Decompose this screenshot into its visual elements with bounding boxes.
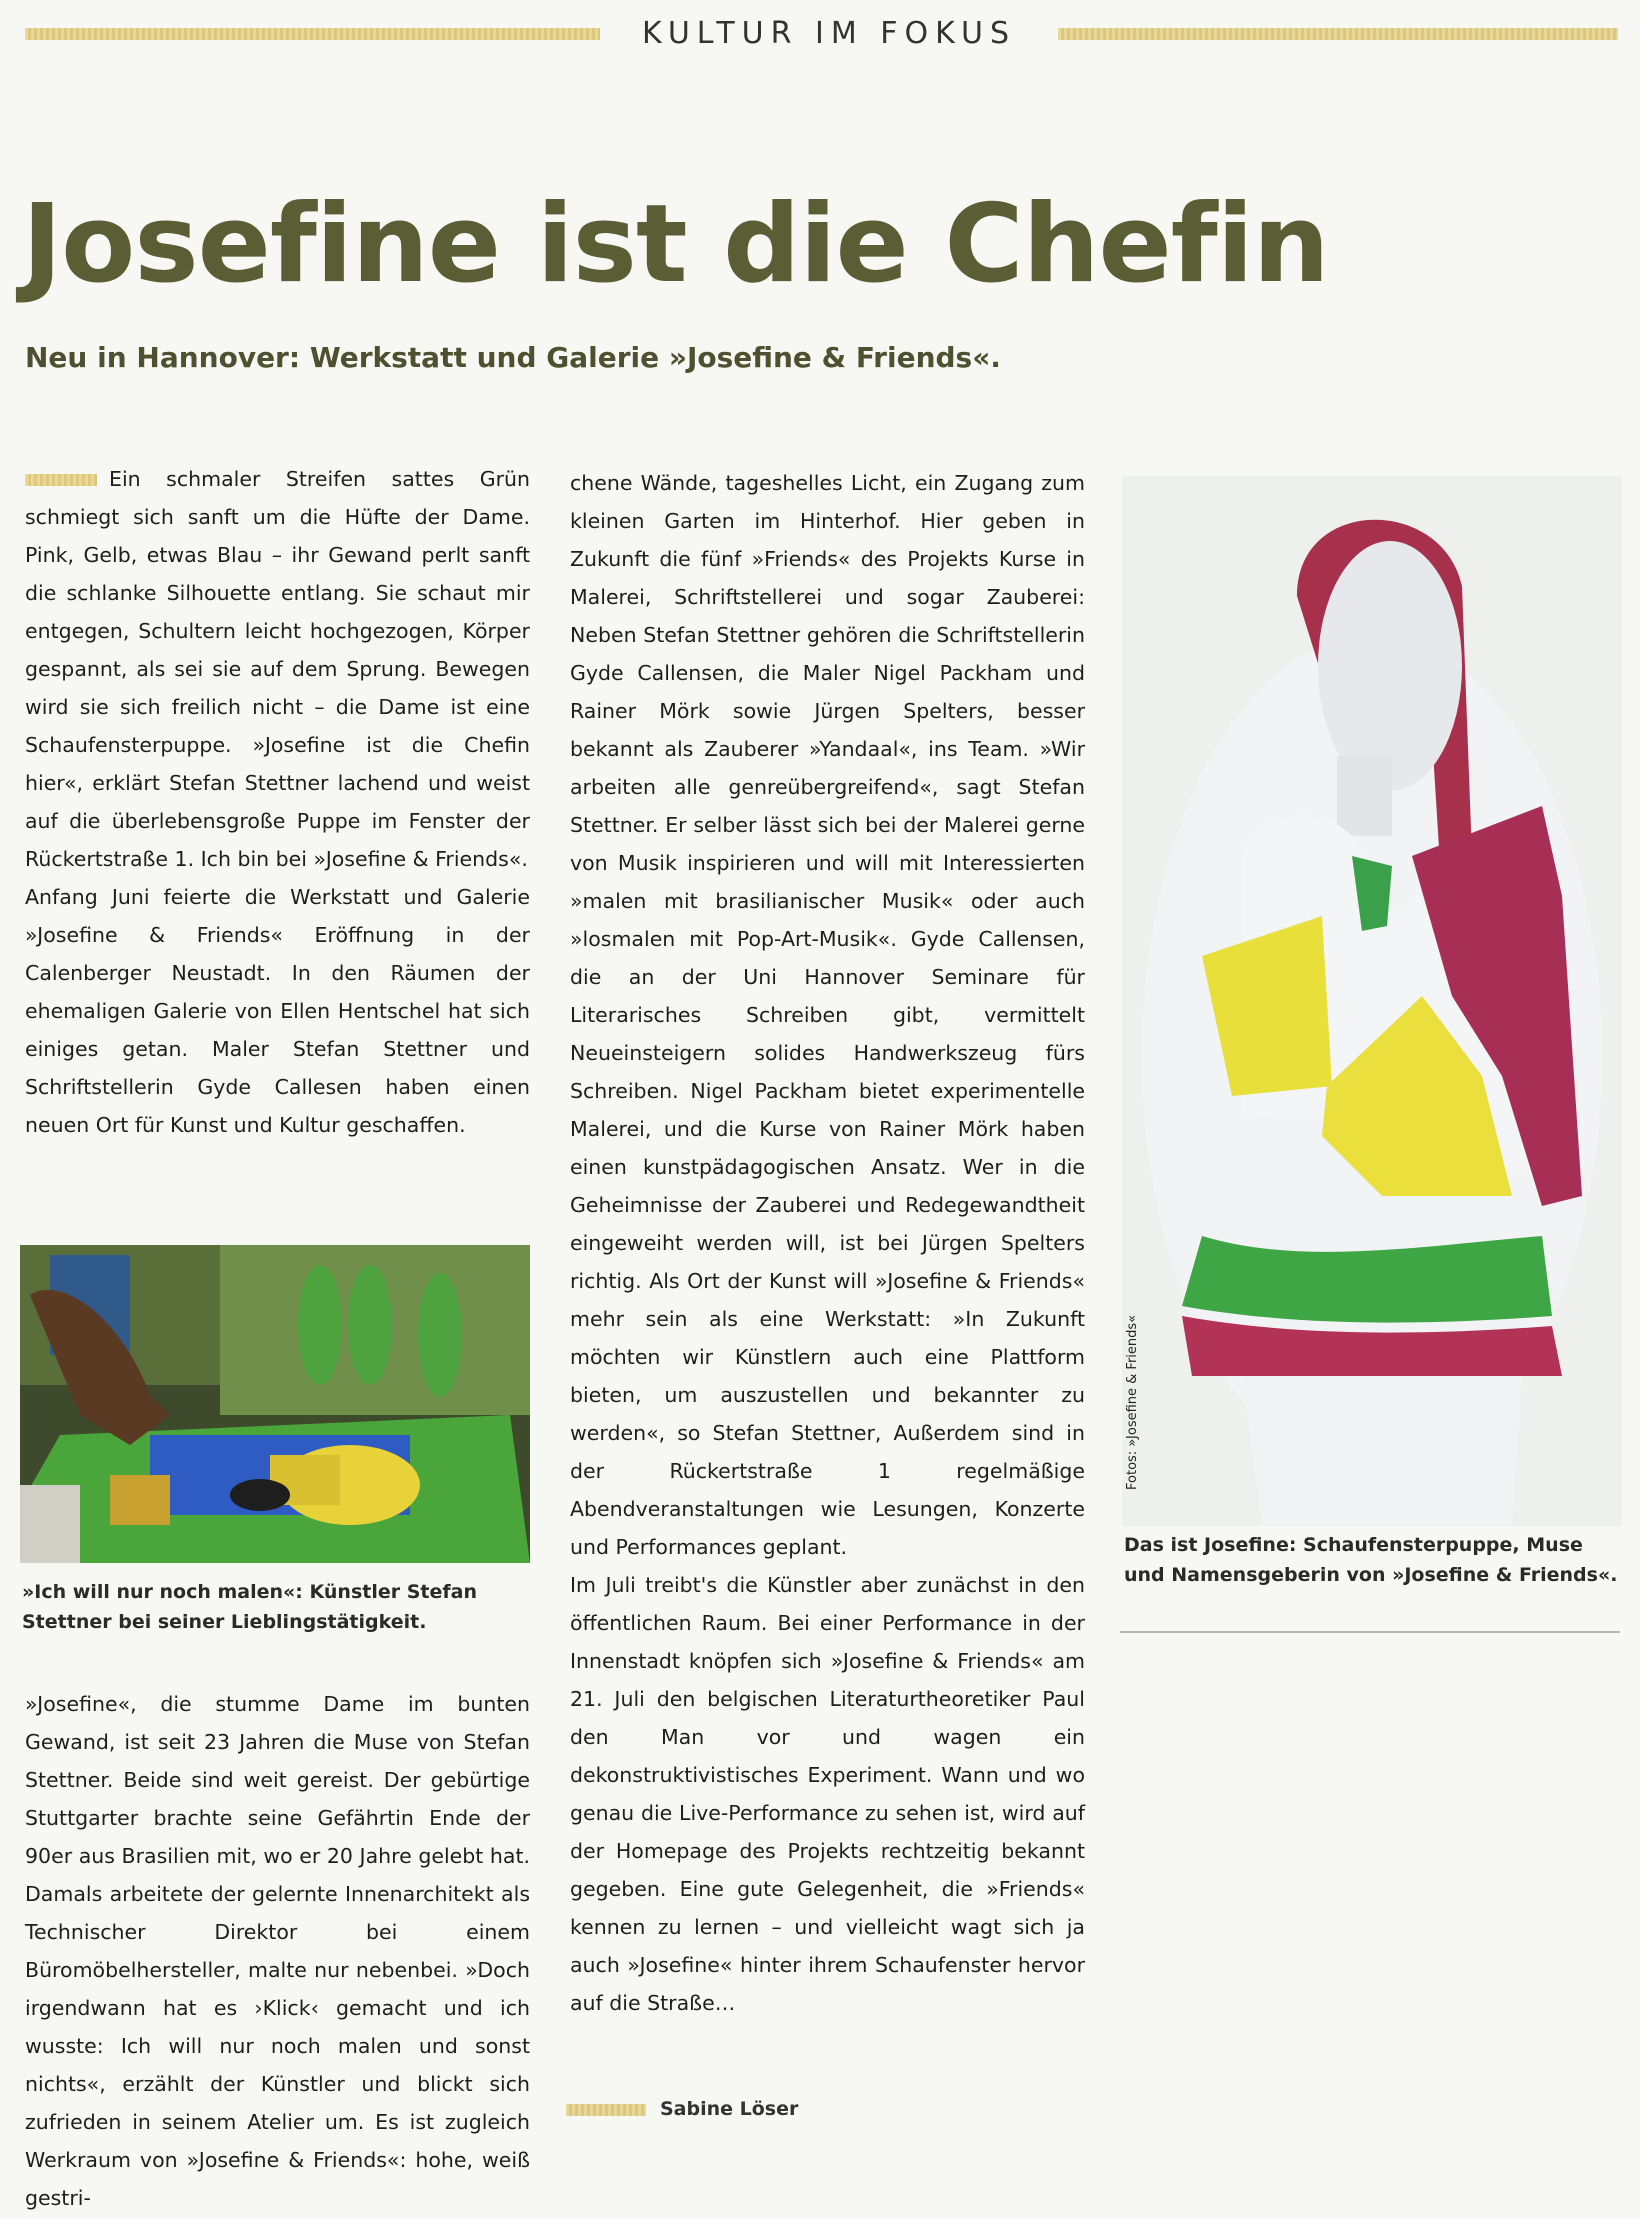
paragraph-text: Ein schmaler Streifen sattes Grün schmiegt sich sanft um die Hüfte der Dame. Pink, Gelb, etwas Blau – ihr Gewand perlt sanft die schlanke Silhouette entlang. Sie schaut mir entgegen, Schultern leicht hochgezogen, Körper gespannt, als sei sie auf dem Sprung. Bewegen wird sie sich freilich nicht – die Dame ist eine Schaufensterpuppe. »Josefine ist die Chefin hier«, erklärt Stefan Stettner lachend und weist auf die überlebensgroße Puppe im Fenster der Rückertstraße 1. Ich bin bei »Josefine & Friends«. <box>25 467 530 871</box>
rubric-label: KULTUR IM FOKUS <box>641 16 1017 51</box>
caption-divider <box>1120 1631 1620 1633</box>
section-rubric <box>0 10 1640 50</box>
article-subhead: Neu in Hannover: Werkstatt und Galerie »Josefine & Friends«. <box>25 341 1001 374</box>
artist-photo <box>20 1245 530 1563</box>
author-byline <box>566 2098 798 2128</box>
lead-marker <box>25 474 97 486</box>
paragraph: chene Wände, tageshelles Licht, ein Zugang zum kleinen Garten im Hinterhof. Hier geben in Zukunft die fünf »Friends« des Projekts Kurse in Malerei, Schriftstellerei und sogar Zauberei: Neben Stefan Stettner gehören die Schriftstellerin Gyde Callensen, die Maler Nigel Packham und Rainer Mörk sowie Jürgen Spelters, besser bekannt als Zauberer »Yandaal«, ins Team. »Wir arbeiten alle genreübergreifend«, sagt Stefan Stettner. Er selber lässt sich bei der Malerei gerne von Musik inspirieren und will mit Interessierten »malen mit brasilianischer Musik« oder auch »losmalen mit Pop-Art-Musik«. Gyde Callensen, die an der Uni Hannover Seminare für Literarisches Schreiben gibt, vermittelt Neueinsteigern solides Handwerkszeug fürs Schreiben. Nigel Packham bietet experimentelle Malerei, und die Kurse von Rainer Mörk haben einen kunstpädagogischen Ansatz. Wer in die Geheimnisse der Zauberei und Redegewandtheit eingeweiht werden will, ist bei Jürgen Spelters richtig. Als Ort der Kunst will »Josefine & Friends« mehr sein als eine Werkstatt: »In Zukunft möchten wir Künstlern auch eine Plattform bieten, um auszustellen und bekannter zu werden«, so Stefan Stettner, Außerdem sind in der Rückertstraße 1 regelmäßige Abendveranstaltungen wie Lesungen, Konzerte und Performances geplant. <box>570 471 1085 1559</box>
photo-caption-artist: »Ich will nur noch malen«: Künstler Stefan Stettner bei seiner Lieblingstätigkeit. <box>22 1581 477 1633</box>
photo-credit: Fotos: »Josefine & Friends« <box>1125 1314 1140 1490</box>
rubric-bar-left <box>25 28 600 40</box>
paragraph: »Josefine«, die stumme Dame im bunten Gewand, ist seit 23 Jahren die Muse von Stefan Stettner. Beide sind weit gereist. Der gebürtige Stuttgarter brachte seine Gefährtin Ende der 90er aus Brasilien mit, wo er 20 Jahre gelebt hat. Damals arbeitete der gelernte Innenarchitekt als Technischer Direktor bei einem Büromöbelhersteller, malte nur nebenbei. »Doch irgendwann hat es ›Klick‹ gemacht und ich wusste: Ich will nur noch malen und sonst nichts«, erzählt der Künstler und blickt sich zufrieden in seinem Atelier um. Es ist zugleich Werkraum von »Josefine & Friends«: hohe, weiß gestri- <box>25 1692 530 2210</box>
column-2 <box>570 464 1085 2022</box>
paragraph <box>25 460 530 878</box>
rubric-bar-right <box>1058 28 1618 40</box>
author-name: Sabine Löser <box>660 2098 799 2120</box>
mannequin-photo <box>1122 476 1622 1526</box>
photo-caption-mannequin: Das ist Josefine: Schaufensterpuppe, Muse und Namensgeberin von »Josefine & Friends«. <box>1124 1534 1618 1586</box>
paragraph: Im Juli treibt's die Künstler aber zunächst in den öffentlichen Raum. Bei einer Performance in der Innenstadt knöpfen sich »Josefine & Friends« am 21. Juli den belgischen Literaturtheoretiker Paul den Man vor und wagen ein dekonstruktivistisches Experiment. Wann und wo genau die Live-Performance zu sehen ist, wird auf der Homepage des Projekts rechtzeitig bekannt gegeben. Eine gute Gelegenheit, die »Friends« kennen zu lernen – und vielleicht wagt sich ja auch »Josefine« hinter ihrem Schaufenster hervor auf die Straße… <box>570 1573 1085 2015</box>
column-1-bottom <box>25 1685 530 2217</box>
author-marker <box>566 2104 646 2116</box>
article-headline: Josefine ist die Chefin <box>22 182 1329 307</box>
paragraph: Anfang Juni feierte die Werkstatt und Galerie »Josefine & Friends« Eröffnung in der Calenberger Neustadt. In den Räumen der ehemaligen Galerie von Ellen Hentschel hat sich einiges getan. Maler Stefan Stettner und Schriftstellerin Gyde Callesen haben einen neuen Ort für Kunst und Kultur geschaffen. <box>25 885 530 1137</box>
artist-painting-image <box>20 1245 530 1563</box>
column-1-top <box>25 460 530 1144</box>
mannequin-image <box>1122 476 1622 1526</box>
